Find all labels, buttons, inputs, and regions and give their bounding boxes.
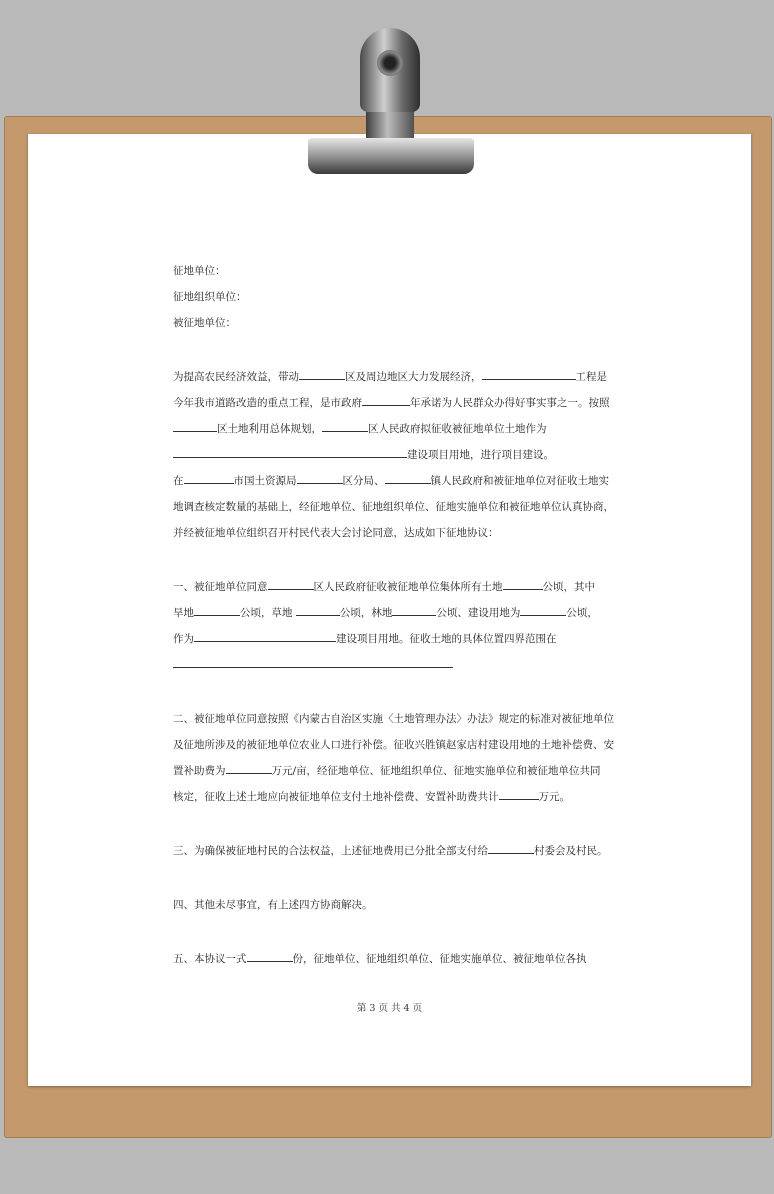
organizer-line: 征地组织单位： <box>173 291 247 303</box>
page-number: 第 3 页 共 4 页 <box>356 1003 423 1014</box>
item5-line1: 五、本协议一式 份，征地单位、征地组织单位、征地实施单位、被征地单位各执 <box>173 946 603 972</box>
item4-line1: 四、其他未尽事宜，有上述四方协商解决。 <box>173 899 373 911</box>
item2-line1: 二、被征地单位同意按照《内蒙古自治区实施〈土地管理办法〉办法》规定的标准对被征地单位 <box>173 713 614 725</box>
item1-line4 <box>173 652 603 678</box>
blank <box>184 471 234 484</box>
blank <box>482 367 576 380</box>
blank <box>194 629 336 642</box>
para2-line2: 地调查核定数量的基础上，经征地单位、征地组织单位、征地实施单位和被征地单位认真协商， <box>173 501 614 513</box>
item1-line3: 作为 建设项目用地。征收土地的具体位置四界范围在 <box>173 626 603 652</box>
blank <box>299 367 345 380</box>
para1-line4: 建设项目用地，进行项目建设。 <box>173 442 603 468</box>
blank <box>520 603 566 616</box>
item2-line3: 置补助费为 万元/亩，经征地单位、征地组织单位、征地实施单位和被征地单位共同 <box>173 758 603 784</box>
blank <box>322 419 368 432</box>
blank <box>268 577 314 590</box>
blank <box>488 841 534 854</box>
para1-line2: 今年我市道路改造的重点工程，是市政府 年承诺为人民群众办得好事实事之一。按照 <box>173 390 603 416</box>
blank <box>362 393 410 406</box>
para1-line1: 为提高农民经济效益，带动 区及周边地区大力发展经济， 工程是 <box>173 364 603 390</box>
blank <box>499 787 539 800</box>
blank <box>173 655 453 668</box>
blank <box>226 761 272 774</box>
para2-line1: 在 市国土资源局 区分局、 镇人民政府和被征地单位对征收土地实 <box>173 468 603 494</box>
blank <box>503 577 543 590</box>
blank <box>194 603 240 616</box>
item1-line1: 一、被征地单位同意 区人民政府征收被征地单位集体所有土地 公顷，其中 <box>173 574 603 600</box>
item1-line2: 旱地 公顷，草地 公顷，林地 公顷、建设用地为 公顷， <box>173 600 603 626</box>
unit-line: 征地单位： <box>173 265 226 277</box>
binder-clip <box>308 138 474 174</box>
blank <box>247 949 293 962</box>
blank <box>173 445 407 458</box>
blank <box>296 603 340 616</box>
expropriated-line: 被征地单位： <box>173 317 236 329</box>
item3-line1: 三、为确保被征地村民的合法权益，上述征地费用已分批全部支付给 村委会及村民。 <box>173 838 603 864</box>
clip-hole <box>377 50 403 76</box>
para1-line3: 区土地利用总体规划， 区人民政府拟征收被征地单位土地作为 <box>173 416 603 442</box>
item2-line2: 及征地所涉及的被征地单位农业人口进行补偿。征收兴胜镇赵家店村建设用地的土地补偿费、安 <box>173 739 614 751</box>
agreement-text <box>173 258 614 972</box>
blank <box>173 419 217 432</box>
blank <box>297 471 343 484</box>
blank <box>392 603 436 616</box>
blank <box>385 471 431 484</box>
para2-line3: 并经被征地单位组织召开村民代表大会讨论同意，达成如下征地协议： <box>173 527 499 539</box>
item2-line4: 核定，征收上述土地应向被征地单位支付土地补偿费、安置补助费共计 万元。 <box>173 784 603 810</box>
